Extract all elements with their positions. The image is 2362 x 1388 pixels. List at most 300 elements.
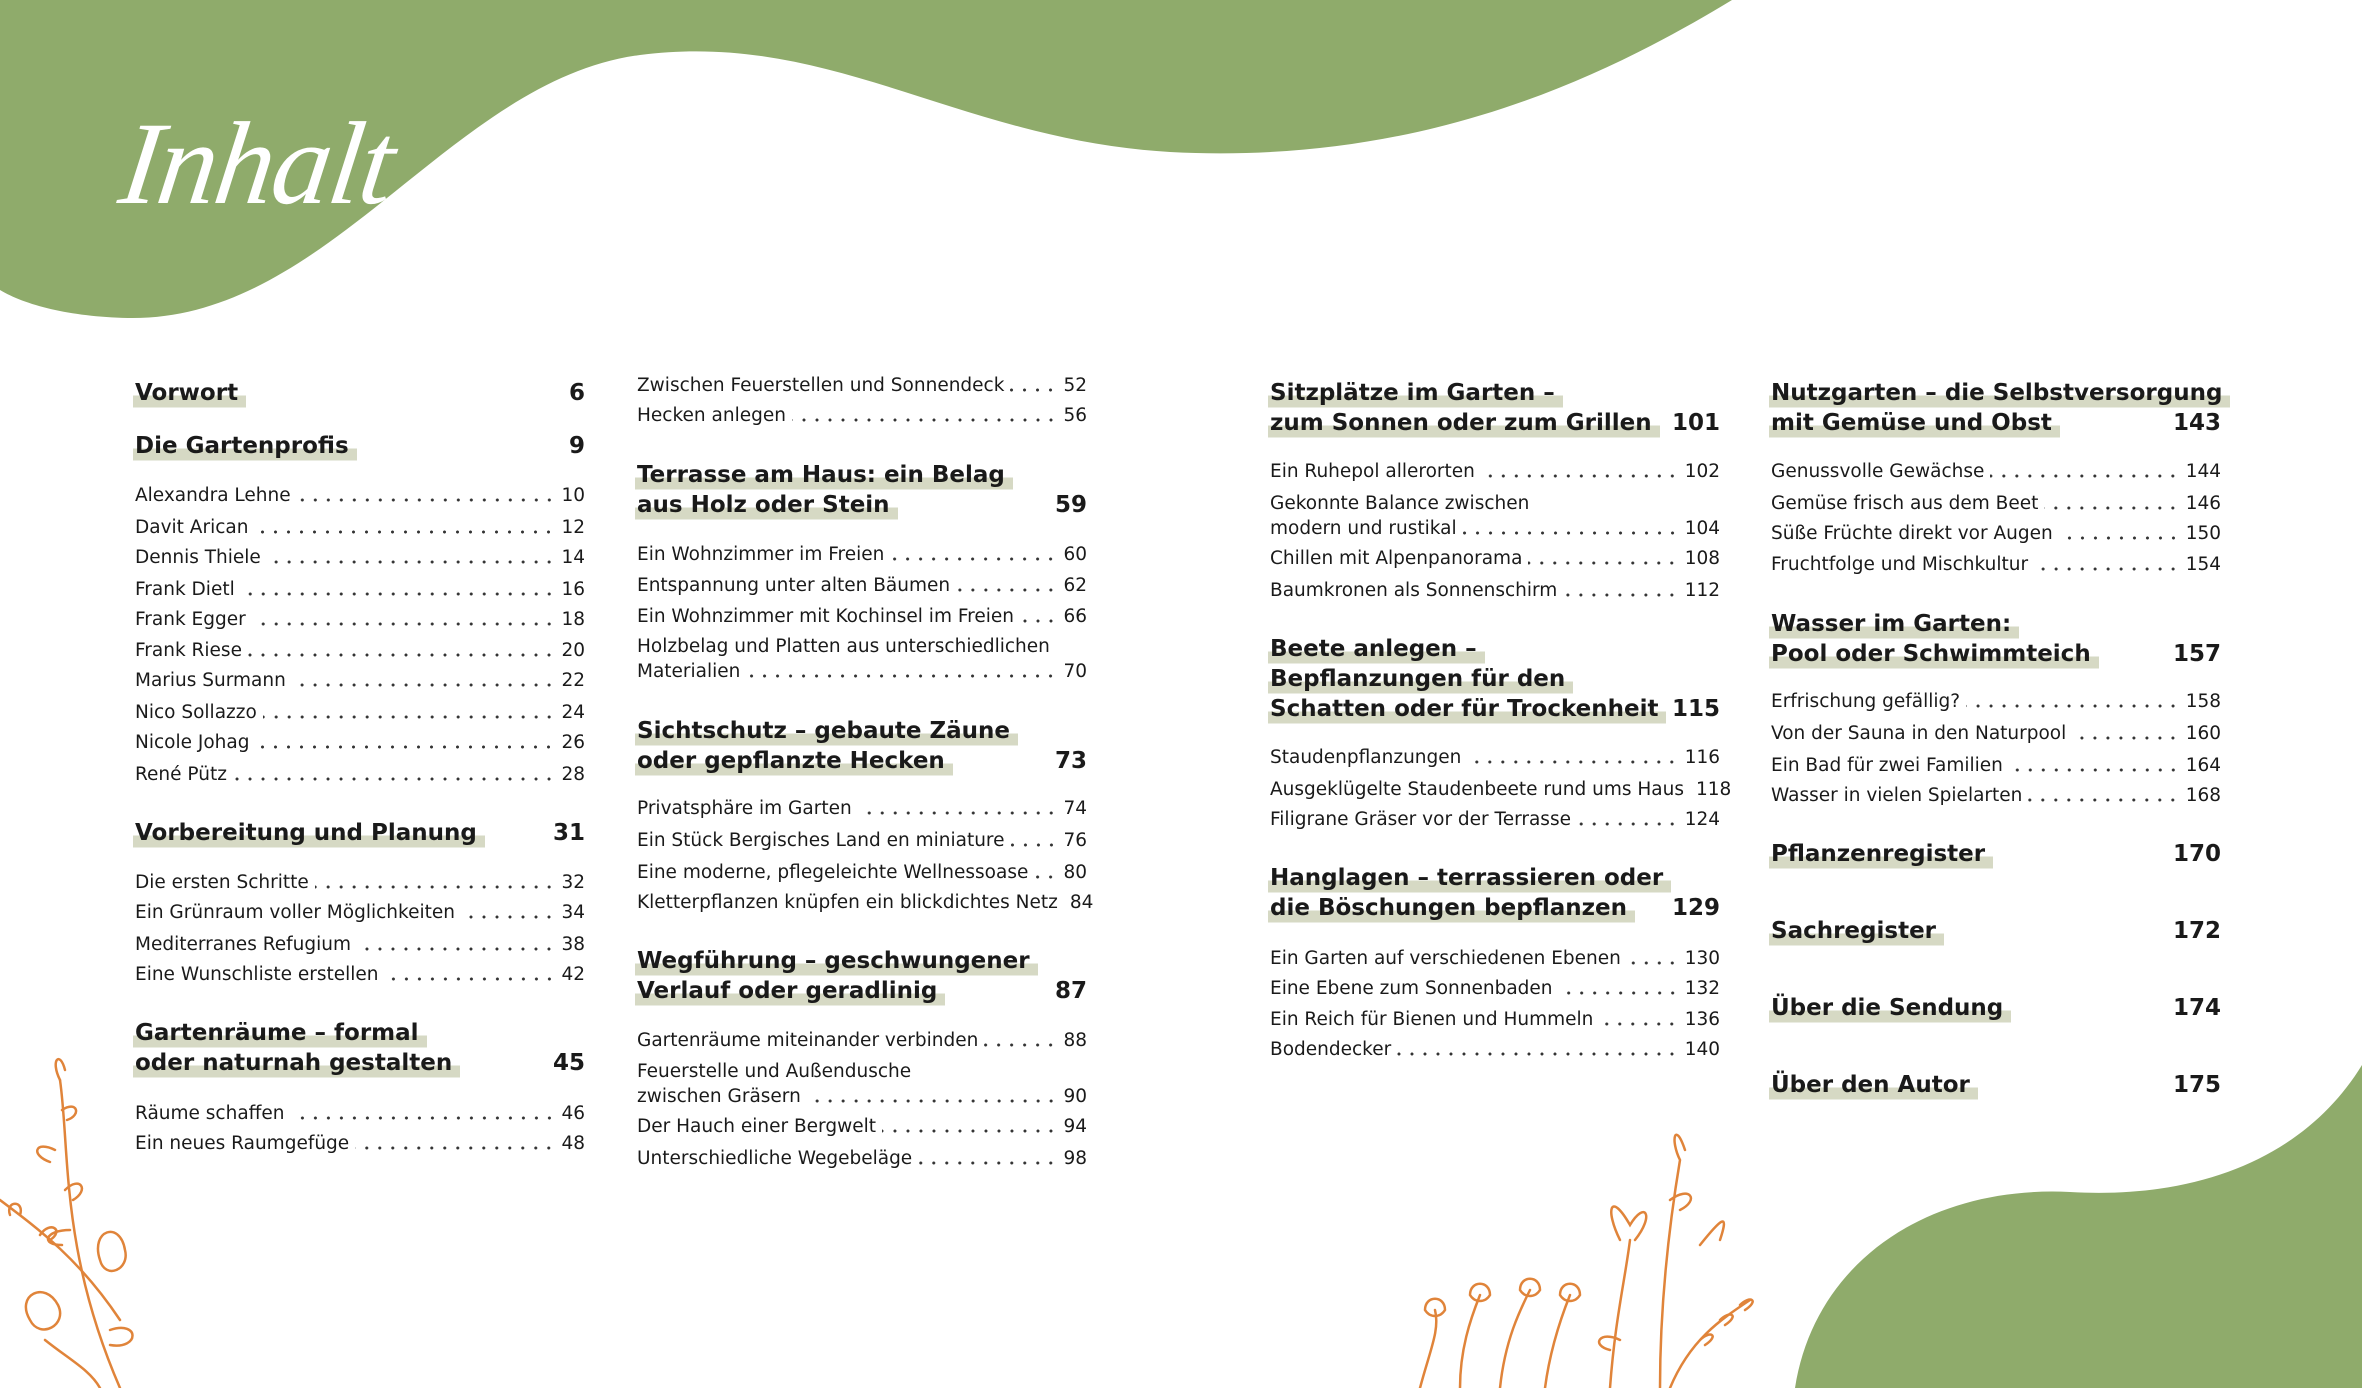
toc-entry[interactable]: [135, 700, 585, 725]
entry-text: Ein neues Raumgefüge: [135, 1133, 350, 1154]
section-heading[interactable]: [135, 431, 585, 461]
heading-text: aus Holz oder Stein: [635, 490, 898, 520]
dot-leader: [291, 1116, 556, 1120]
entry-line: [637, 796, 1087, 821]
entry-line: [637, 373, 1087, 398]
page-number: 73: [1054, 748, 1087, 774]
entry-line: [637, 659, 1087, 684]
entry-text: Nico Sollazzo: [135, 702, 257, 723]
entry-line: [637, 890, 1094, 915]
heading-text: Pflanzenregister: [1769, 839, 1993, 869]
heading-text: Gartenräume – formal: [133, 1018, 427, 1048]
heading-line: [637, 490, 1087, 520]
heading-line: [1270, 893, 1720, 923]
entry-text: Materialien: [637, 661, 741, 682]
entry-line: [1771, 491, 2221, 516]
page-number: 80: [1063, 862, 1087, 883]
toc-entry[interactable]: [135, 545, 585, 570]
page-number: 98: [1063, 1148, 1087, 1169]
page-number: 34: [561, 902, 585, 923]
entry-text: Frank Riese: [135, 640, 242, 661]
toc-entry[interactable]: [637, 796, 1087, 821]
dot-leader: [858, 811, 1058, 815]
toc-entry[interactable]: [135, 638, 585, 663]
page-number: 76: [1063, 830, 1087, 851]
heading-text: Verlauf oder geradlinig: [635, 976, 945, 1006]
entry-line: [135, 545, 585, 570]
toc-entry[interactable]: [637, 1146, 1087, 1171]
toc-column: [135, 0, 585, 1388]
toc-entry[interactable]: [1270, 491, 1720, 541]
heading-line: [135, 431, 585, 461]
dot-leader: [1020, 619, 1057, 623]
page-number: 144: [2185, 461, 2221, 482]
toc-entry[interactable]: [1771, 689, 2221, 714]
heading-line: [1771, 1070, 2221, 1100]
page-number: 60: [1063, 544, 1087, 565]
page-number: 174: [2172, 995, 2221, 1021]
entry-text: Zwischen Feuerstellen und Sonnendeck: [637, 375, 1005, 396]
entry-line: [1771, 521, 2221, 546]
entry-text: Gemüse frisch aus dem Beet: [1771, 493, 2039, 514]
heading-text: Die Gartenprofis: [133, 431, 357, 461]
toc-entry[interactable]: [637, 1028, 1087, 1053]
entry-text: Alexandra Lehne: [135, 485, 291, 506]
entry-text: Eine Ebene zum Sonnenbaden: [1270, 978, 1553, 999]
entry-text: Filigrane Gräser vor der Terrasse: [1270, 809, 1571, 830]
page-number: 28: [561, 764, 585, 785]
entry-text: modern und rustikal: [1270, 518, 1457, 539]
page-number: 31: [552, 820, 585, 846]
page-number: 84: [1069, 892, 1094, 913]
toc-entry[interactable]: [135, 870, 585, 895]
page-number: 42: [561, 964, 585, 985]
toc-entry[interactable]: [637, 828, 1087, 853]
entry-text: Räume schaffen: [135, 1103, 285, 1124]
page-number: 164: [2185, 755, 2221, 776]
heading-text: oder gepflanzte Hecken: [635, 746, 953, 776]
heading-line: [1771, 408, 2221, 438]
section-heading[interactable]: [1270, 378, 1720, 438]
entry-text: Hecken anlegen: [637, 405, 786, 426]
page-number: 38: [561, 934, 585, 955]
entry-text: Ein Stück Bergisches Land en miniature: [637, 830, 1005, 851]
toc-entry[interactable]: [135, 762, 585, 787]
dot-leader: [1481, 474, 1679, 478]
toc-entry[interactable]: [1771, 753, 2221, 778]
heading-line: [135, 1048, 585, 1078]
entry-line: [135, 1101, 585, 1126]
page-number: 118: [1696, 779, 1732, 800]
entry-line: [637, 573, 1087, 598]
dot-leader: [2009, 768, 2180, 772]
entry-text: René Pütz: [135, 764, 227, 785]
page-number: 26: [561, 732, 585, 753]
toc-entry[interactable]: [135, 900, 585, 925]
page-number: 20: [561, 640, 585, 661]
dot-leader: [2028, 798, 2179, 802]
toc-entry[interactable]: [637, 403, 1087, 428]
dot-leader: [1990, 474, 2179, 478]
toc-entry[interactable]: [135, 577, 585, 602]
toc-entry[interactable]: [135, 730, 585, 755]
toc-entry[interactable]: [135, 1101, 585, 1126]
toc-entry[interactable]: [1270, 578, 1720, 603]
section-heading[interactable]: [1270, 634, 1720, 724]
page-number: 10: [561, 485, 585, 506]
entry-line: [135, 762, 585, 787]
entry-text: Mediterranes Refugium: [135, 934, 351, 955]
heading-text: Terrasse am Haus: ein Belag: [635, 460, 1013, 490]
heading-text: Sachregister: [1769, 916, 1944, 946]
page-number: 14: [561, 547, 585, 568]
page-number: 32: [561, 872, 585, 893]
heading-line: [1771, 993, 2221, 1023]
entry-line: [637, 403, 1087, 428]
entry-line: [135, 870, 585, 895]
dot-leader: [255, 745, 555, 749]
entry-line: [1270, 1007, 1720, 1032]
page-number: 90: [1063, 1086, 1087, 1107]
heading-line: [1270, 408, 1720, 438]
toc-entry[interactable]: [1771, 721, 2221, 746]
page-number: 22: [561, 670, 585, 691]
dot-leader: [2059, 536, 2180, 540]
page-number: 146: [2185, 493, 2221, 514]
entry-text: Fruchtfolge und Mischkultur: [1771, 554, 2029, 575]
toc-entry[interactable]: [135, 515, 585, 540]
section-heading[interactable]: [135, 1018, 585, 1078]
entry-text: Entspannung unter alten Bäumen: [637, 575, 951, 596]
entry-text: Frank Dietl: [135, 579, 235, 600]
page-number: 150: [2185, 523, 2221, 544]
entry-text: Gartenräume miteinander verbinden: [637, 1030, 979, 1051]
entry-text: Privatsphäre im Garten: [637, 798, 852, 819]
section-heading[interactable]: [135, 818, 585, 848]
entry-text: Feuerstelle und Außendusche: [637, 1061, 912, 1082]
entry-text: Ein Wohnzimmer im Freien: [637, 544, 885, 565]
entry-line: [637, 604, 1087, 629]
entry-line: [1771, 459, 2221, 484]
page-number: 154: [2185, 554, 2221, 575]
entry-line: [135, 932, 585, 957]
page-number: 175: [2172, 1072, 2221, 1098]
dot-leader: [1599, 1022, 1678, 1026]
heading-text: Wasser im Garten:: [1769, 609, 2019, 639]
heading-text: Sitzplätze im Garten –: [1268, 378, 1563, 408]
dot-leader: [385, 977, 556, 981]
toc-entry[interactable]: [637, 634, 1087, 684]
heading-text: Beete anlegen –: [1268, 634, 1485, 664]
heading-line: [1270, 378, 1720, 408]
dot-leader: [1528, 561, 1678, 565]
entry-text: Kletterpflanzen knüpfen ein blickdichtes Netz: [637, 892, 1058, 913]
toc-entry[interactable]: [1270, 1037, 1720, 1062]
entry-line: [135, 962, 585, 987]
page-number: 130: [1684, 948, 1720, 969]
dot-leader: [248, 653, 556, 657]
entry-line: [1270, 777, 1732, 802]
heading-line: [1771, 916, 2221, 946]
page-number: 170: [2172, 841, 2221, 867]
dot-leader: [792, 418, 1058, 422]
entry-line: [637, 1028, 1087, 1053]
page-number: 112: [1684, 580, 1720, 601]
dot-leader: [297, 498, 556, 502]
entry-line: [637, 828, 1087, 853]
dot-leader: [1467, 760, 1678, 764]
heading-line: [135, 1018, 585, 1048]
entry-line: [1270, 578, 1720, 603]
entry-line: [135, 668, 585, 693]
dot-leader: [263, 715, 556, 719]
entry-text: Die ersten Schritte: [135, 872, 309, 893]
toc-entry[interactable]: [1771, 783, 2221, 808]
section-heading[interactable]: [1771, 993, 2221, 1023]
entry-line: [1771, 689, 2221, 714]
entry-text: Baumkronen als Sonnenschirm: [1270, 580, 1558, 601]
heading-text: oder naturnah gestalten: [133, 1048, 460, 1078]
toc-entry[interactable]: [1771, 521, 2221, 546]
entry-line: [135, 700, 585, 725]
dot-leader: [2034, 567, 2180, 571]
entry-line: [135, 730, 585, 755]
heading-line: [1771, 609, 2221, 639]
entry-text: Eine Wunschliste erstellen: [135, 964, 379, 985]
dot-leader: [984, 1043, 1057, 1047]
heading-text: Über die Sendung: [1769, 993, 2011, 1023]
entry-line: [135, 515, 585, 540]
entry-text: Ein Garten auf verschiedenen Ebenen: [1270, 948, 1621, 969]
entry-line: [1270, 491, 1720, 516]
heading-text: Schatten oder für Trockenheit: [1268, 694, 1666, 724]
dot-leader: [2044, 506, 2179, 510]
entry-text: Ein Grünraum voller Möglichkeiten: [135, 902, 455, 923]
toc-entry[interactable]: [1270, 546, 1720, 571]
page-number: 124: [1684, 809, 1720, 830]
toc-entry[interactable]: [637, 573, 1087, 598]
page-number: 129: [1671, 895, 1720, 921]
heading-text: Bepflanzungen für den: [1268, 664, 1573, 694]
toc-column: [637, 0, 1094, 1388]
entry-text: Davit Arican: [135, 517, 249, 538]
toc-entry[interactable]: [135, 1131, 585, 1156]
entry-line: [1270, 946, 1720, 971]
entry-text: Holzbelag und Platten aus unterschiedlichen: [637, 636, 1050, 657]
entry-line: [1270, 546, 1720, 571]
page-number: 9: [568, 433, 585, 459]
entry-line: [1771, 753, 2221, 778]
heading-line: [637, 746, 1087, 776]
dot-leader: [1559, 991, 1679, 995]
page-number: 158: [2185, 691, 2221, 712]
page-number: 48: [561, 1133, 585, 1154]
section-heading[interactable]: [1270, 863, 1720, 923]
section-heading[interactable]: [637, 460, 1087, 520]
page-number: 56: [1063, 405, 1087, 426]
heading-line: [135, 378, 585, 408]
page-number: 104: [1684, 518, 1720, 539]
toc-entry[interactable]: [637, 1059, 1087, 1109]
entry-text: Erfrischung gefällig?: [1771, 691, 1961, 712]
entry-line: [1270, 516, 1720, 541]
entry-line: [637, 860, 1087, 885]
entry-line: [637, 542, 1087, 567]
entry-line: [135, 900, 585, 925]
toc-entry[interactable]: [135, 668, 585, 693]
dot-leader: [292, 683, 556, 687]
heading-line: [135, 818, 585, 848]
entry-line: [135, 638, 585, 663]
toc-entry[interactable]: [135, 962, 585, 987]
toc-entry[interactable]: [637, 373, 1087, 398]
toc-entry[interactable]: [1270, 745, 1720, 770]
dot-leader: [918, 1161, 1057, 1165]
heading-line: [1270, 863, 1720, 893]
entry-line: [637, 1114, 1087, 1139]
toc-entry[interactable]: [1270, 807, 1720, 832]
dot-leader: [1397, 1052, 1678, 1056]
entry-line: [1270, 976, 1720, 1001]
page-number: 157: [2172, 641, 2221, 667]
entry-line: [1771, 721, 2221, 746]
entry-line: [637, 1059, 1087, 1084]
toc-entry[interactable]: [1771, 459, 2221, 484]
section-heading[interactable]: [1771, 916, 2221, 946]
toc-entry[interactable]: [1270, 946, 1720, 971]
entry-text: Marius Surmann: [135, 670, 286, 691]
heading-line: [1270, 664, 1720, 694]
flower-illustration-left: [0, 1059, 133, 1388]
section-heading[interactable]: [1771, 609, 2221, 669]
dot-leader: [461, 915, 556, 919]
page-number: 108: [1684, 548, 1720, 569]
toc-entry[interactable]: [637, 1114, 1087, 1139]
heading-text: Nutzgarten – die Selbstversorgung: [1769, 378, 2230, 408]
page-number: 140: [1684, 1039, 1720, 1060]
toc-entry[interactable]: [1270, 777, 1732, 802]
page-number: 172: [2172, 918, 2221, 944]
entry-line: [1771, 783, 2221, 808]
toc-entry[interactable]: [637, 542, 1087, 567]
page-number: 70: [1063, 661, 1087, 682]
section-heading[interactable]: [637, 946, 1087, 1006]
page-number: 74: [1063, 798, 1087, 819]
entry-text: Ein Reich für Bienen und Hummeln: [1270, 1009, 1594, 1030]
entry-text: Genussvolle Gewächse: [1771, 461, 1985, 482]
page-number: 168: [2185, 785, 2221, 806]
dot-leader: [355, 1146, 555, 1150]
entry-line: [1270, 807, 1720, 832]
toc-entry[interactable]: [135, 607, 585, 632]
dot-leader: [241, 592, 556, 596]
entry-text: Dennis Thiele: [135, 547, 261, 568]
toc-entry[interactable]: [1771, 552, 2221, 577]
page-number: 132: [1684, 978, 1720, 999]
dot-leader: [746, 674, 1057, 678]
entry-line: [1270, 459, 1720, 484]
section-heading[interactable]: [1771, 1070, 2221, 1100]
toc-entry[interactable]: [1270, 459, 1720, 484]
entry-line: [1270, 1037, 1720, 1062]
page-number: 6: [568, 380, 585, 406]
heading-text: Pool oder Schwimmteich: [1769, 639, 2099, 669]
heading-text: die Böschungen bepflanzen: [1268, 893, 1635, 923]
heading-line: [1270, 634, 1720, 664]
heading-line: [637, 976, 1087, 1006]
page-number: 18: [561, 609, 585, 630]
heading-text: mit Gemüse und Obst: [1769, 408, 2060, 438]
toc-entry[interactable]: [1270, 1007, 1720, 1032]
entry-line: [1771, 552, 2221, 577]
toc-entry[interactable]: [135, 932, 585, 957]
dot-leader: [315, 885, 556, 889]
page-number: 16: [561, 579, 585, 600]
section-heading[interactable]: [1771, 839, 2221, 869]
entry-text: Ausgeklügelte Staudenbeete rund ums Haus: [1270, 779, 1684, 800]
page-number: 102: [1684, 461, 1720, 482]
entry-text: Unterschiedliche Wegebeläge: [637, 1148, 913, 1169]
entry-text: Ein Wohnzimmer mit Kochinsel im Freien: [637, 606, 1014, 627]
heading-line: [637, 946, 1087, 976]
dot-leader: [267, 560, 556, 564]
page-number: 87: [1054, 978, 1087, 1004]
dot-leader: [1463, 531, 1679, 535]
dot-leader: [1010, 388, 1057, 392]
toc-entry[interactable]: [637, 604, 1087, 629]
toc-column: [1270, 0, 1732, 1388]
dot-leader: [1011, 843, 1058, 847]
dot-leader: [357, 947, 555, 951]
heading-line: [1270, 694, 1720, 724]
page-number: 160: [2185, 723, 2221, 744]
page-number: 45: [552, 1050, 585, 1076]
heading-line: [637, 716, 1087, 746]
entry-line: [135, 483, 585, 508]
entry-line: [1270, 745, 1720, 770]
entry-line: [637, 634, 1087, 659]
heading-text: Hanglagen – terrassieren oder: [1268, 863, 1671, 893]
entry-text: Gekonnte Balance zwischen: [1270, 493, 1530, 514]
section-heading[interactable]: [1771, 378, 2221, 438]
toc-entry[interactable]: [1270, 976, 1720, 1001]
page-number: 115: [1671, 696, 1720, 722]
entry-text: Eine moderne, pflegeleichte Wellnessoase: [637, 862, 1029, 883]
entry-text: Ein Ruhepol allerorten: [1270, 461, 1475, 482]
entry-line: [135, 607, 585, 632]
dot-leader: [956, 588, 1057, 592]
section-heading[interactable]: [135, 378, 585, 408]
dot-leader: [890, 557, 1057, 561]
toc-entry[interactable]: [637, 860, 1087, 885]
entry-line: [637, 1146, 1087, 1171]
page-number: 62: [1063, 575, 1087, 596]
entry-text: Ein Bad für zwei Familien: [1771, 755, 2003, 776]
heading-line: [1771, 839, 2221, 869]
heading-text: Sichtschutz – gebaute Zäune: [635, 716, 1018, 746]
page-number: 101: [1671, 410, 1720, 436]
section-heading[interactable]: [637, 716, 1087, 776]
toc-entry[interactable]: [135, 483, 585, 508]
toc-entry[interactable]: [1771, 491, 2221, 516]
dot-leader: [882, 1129, 1057, 1133]
toc-entry[interactable]: [637, 890, 1094, 915]
dot-leader: [1577, 822, 1679, 826]
dot-leader: [1966, 704, 2180, 708]
heading-text: Über den Autor: [1769, 1070, 1978, 1100]
entry-line: [135, 1131, 585, 1156]
heading-text: zum Sonnen oder zum Grillen: [1268, 408, 1660, 438]
